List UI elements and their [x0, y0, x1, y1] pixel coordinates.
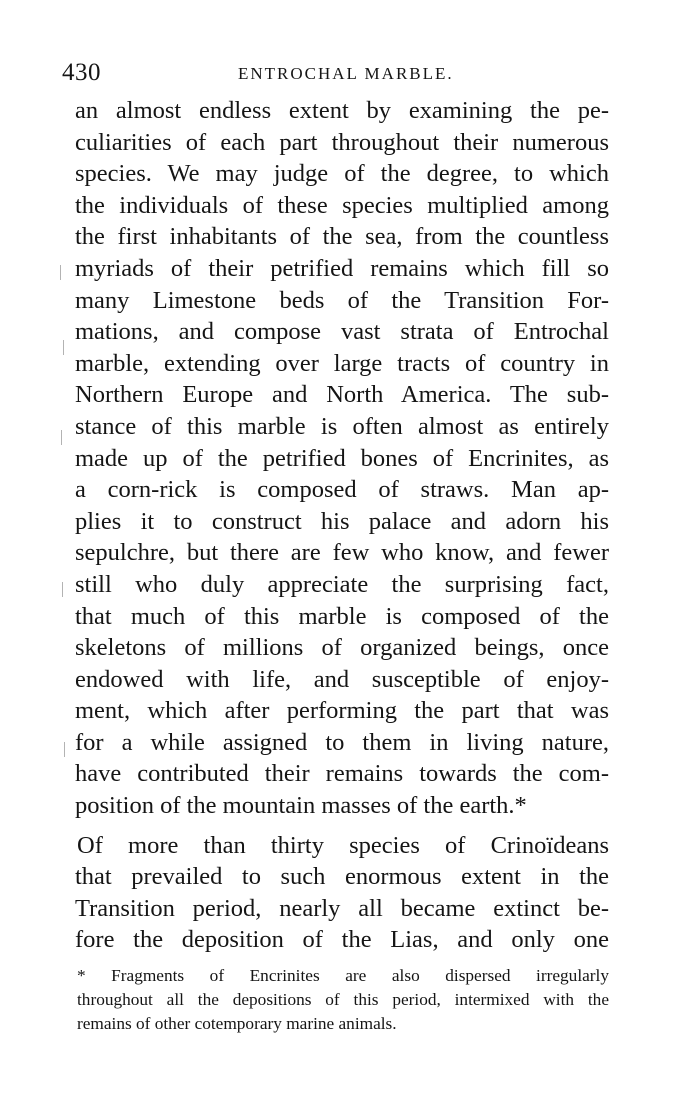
text-line: Transition period, nearly all became extinct be- [75, 894, 609, 922]
margin-mark [64, 742, 65, 757]
text-line: still who duly appreciate the surprising fact, [75, 570, 609, 598]
running-title: ENTROCHAL MARBLE. [238, 64, 454, 83]
margin-mark [61, 430, 62, 445]
text-line: for a while assigned to them in living nature, [75, 728, 609, 756]
text-line: the individuals of these species multiplied among [75, 191, 609, 219]
text-line: that prevailed to such enormous extent in the [75, 863, 609, 891]
text-line: stance of this marble is often almost as entirely [75, 412, 609, 440]
text-line: sepulchre, but there are few who know, and fewer [75, 539, 609, 567]
text-line: Northern Europe and North America. The sub- [75, 381, 609, 409]
text-line: ment, which after performing the part that was [75, 697, 609, 725]
text-line: have contributed their remains towards the com- [75, 760, 609, 788]
footnote-line: throughout all the depositions of this period, intermixed with the [77, 990, 609, 1009]
text-line: the first inhabitants of the sea, from the countless [75, 223, 609, 251]
footnote-line: remains of other cotemporary marine animals. [77, 1014, 397, 1033]
text-line: position of the mountain masses of the earth.* [75, 792, 527, 820]
page-number: 430 [62, 59, 101, 86]
paragraph-gap [75, 822, 609, 830]
margin-mark [62, 582, 63, 597]
main-text [75, 95, 609, 956]
text-line: marble, extending over large tracts of country in [75, 349, 609, 377]
margin-mark [63, 340, 64, 355]
text-line: many Limestone beds of the Transition For- [75, 286, 609, 314]
footnote [77, 964, 609, 1036]
text-line: myriads of their petrified remains which fill so [75, 254, 609, 282]
text-line: Of more than thirty species of Crinoïdeans [77, 831, 609, 859]
footnote-line: * Fragments of Encrinites are also dispersed irregularly [77, 966, 609, 985]
text-line: mations, and compose vast strata of Entrochal [75, 318, 609, 346]
text-line: a corn-rick is composed of straws. Man ap- [75, 476, 609, 504]
running-head [62, 58, 610, 88]
text-line: skeletons of millions of organized beings, once [75, 634, 609, 662]
text-line: made up of the petrified bones of Encrinites, as [75, 444, 609, 472]
text-line: fore the deposition of the Lias, and only one [75, 926, 609, 954]
text-line: that much of this marble is composed of the [75, 602, 609, 630]
text-line: species. We may judge of the degree, to which [75, 160, 609, 188]
text-line: plies it to construct his palace and adorn his [75, 507, 609, 535]
text-line: an almost endless extent by examining the pe- [75, 97, 609, 124]
text-line: endowed with life, and susceptible of enjoy- [75, 665, 609, 693]
margin-mark [60, 265, 61, 280]
text-line: culiarities of each part throughout their numerous [75, 128, 609, 156]
